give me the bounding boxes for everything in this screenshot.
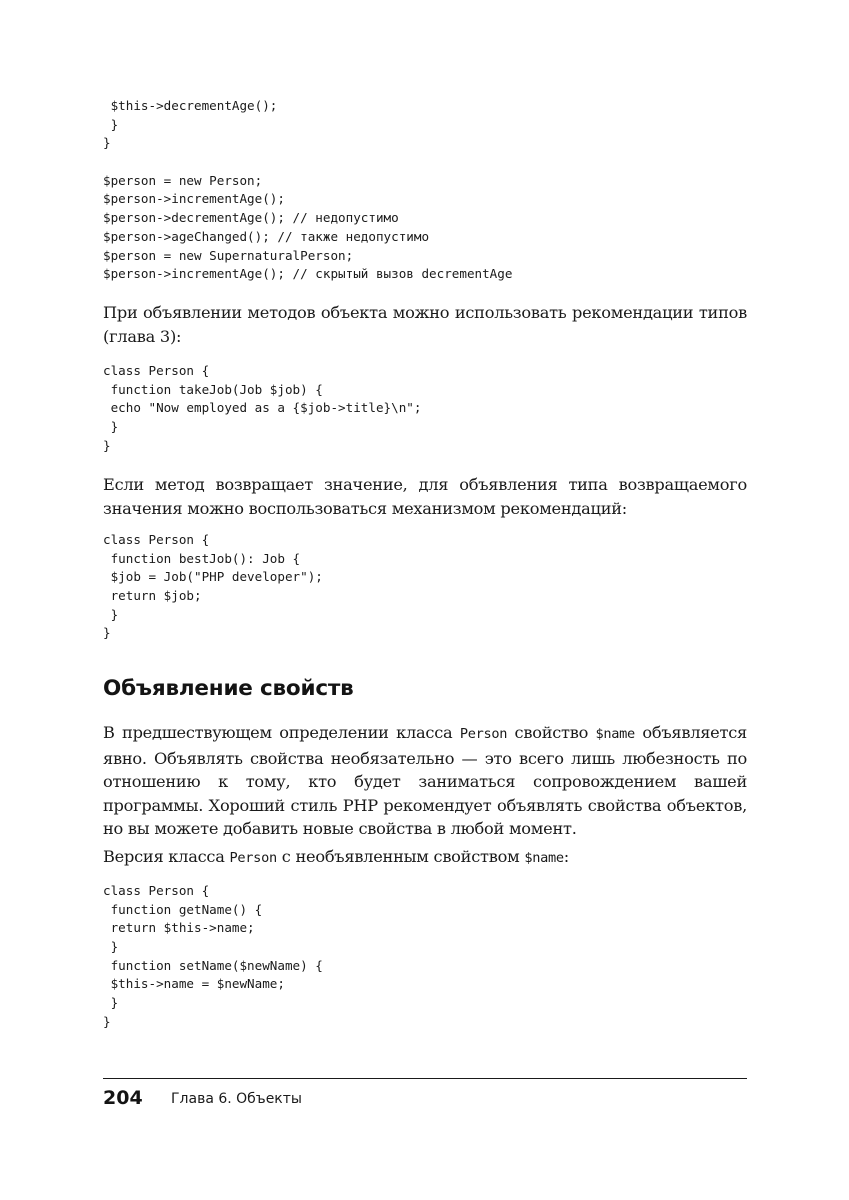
- page-number: 204: [103, 1087, 143, 1109]
- code-line: }: [103, 116, 119, 132]
- code-line: $this->name = $newName;: [103, 976, 285, 992]
- paragraph-undeclared-property: [103, 845, 747, 871]
- paragraph-type-hints: При объявлении методов объекта можно использовать рекомендации типов (глава 3):: [103, 303, 747, 346]
- code-block-take-job: [103, 362, 421, 455]
- paragraph-text: :: [563, 847, 569, 866]
- code-line: class Person {: [103, 883, 210, 898]
- paragraph-text: В предшествующем определении класса: [103, 723, 460, 742]
- code-line: $person->incrementAge();: [103, 191, 285, 207]
- code-line: function getName() {: [103, 901, 263, 917]
- paragraph-declaring-properties: [103, 721, 747, 841]
- code-line: $person->decrementAge(); // недопустимо: [103, 210, 399, 226]
- inline-code-class-name: Person: [229, 850, 277, 866]
- code-line: return $job;: [103, 588, 202, 604]
- code-line: class Person {: [103, 532, 210, 547]
- inline-code-property: $name: [524, 850, 564, 866]
- code-line: class Person {: [103, 363, 210, 378]
- code-block-best-job: [103, 531, 323, 643]
- paragraph-text: объявляется явно. Объявлять свойства необязательно — это всего лишь любезность по отношению к тому, кто будет заниматься сопровождением вашей программы. Хороший стиль PHP рекомендует объявлять свойства объектов, но вы можете добавить новые свойства в любой момент.: [103, 723, 747, 838]
- code-line: }: [103, 606, 119, 622]
- code-line: $person->incrementAge(); // скрытый вызов decrementAge: [103, 266, 513, 282]
- code-block-decrement-age: [103, 97, 512, 284]
- code-line: $person->ageChanged(); // также недопустимо: [103, 228, 430, 244]
- chapter-title: Глава 6. Объекты: [171, 1091, 302, 1107]
- code-line: }: [103, 419, 119, 435]
- inline-code-property: $name: [595, 726, 635, 742]
- code-line: return $this->name;: [103, 920, 255, 936]
- code-block-get-set-name: [103, 882, 323, 1032]
- code-line: }: [103, 135, 111, 151]
- paragraph-text: Версия класса: [103, 847, 230, 866]
- code-line: echo "Now employed as a {$job->title}\n";: [103, 400, 422, 416]
- paragraph-text: с необъявленным свойством: [276, 847, 525, 866]
- code-line: [103, 153, 512, 172]
- code-line: }: [103, 625, 111, 641]
- code-line: }: [103, 939, 119, 955]
- code-line: }: [103, 437, 111, 453]
- code-line: function takeJob(Job $job) {: [103, 381, 323, 397]
- code-line: $job = Job("PHP developer");: [103, 569, 323, 585]
- code-line: }: [103, 995, 119, 1011]
- footer-rule: [103, 1078, 747, 1079]
- paragraph-return-type: Если метод возвращает значение, для объявления типа возвращаемого значения можно воспользоваться механизмом рекомендаций:: [103, 475, 747, 518]
- book-page: [103, 0, 747, 1200]
- code-line: $this->decrementAge();: [103, 98, 278, 113]
- code-line: function setName($newName) {: [103, 957, 323, 973]
- section-heading: Объявление свойств: [103, 676, 354, 701]
- code-line: $person = new SupernaturalPerson;: [103, 247, 354, 263]
- code-line: }: [103, 1013, 111, 1029]
- paragraph-text: свойство: [507, 723, 596, 742]
- inline-code-class-name: Person: [459, 726, 508, 742]
- code-line: function bestJob(): Job {: [103, 550, 301, 566]
- code-line: $person = new Person;: [103, 172, 263, 188]
